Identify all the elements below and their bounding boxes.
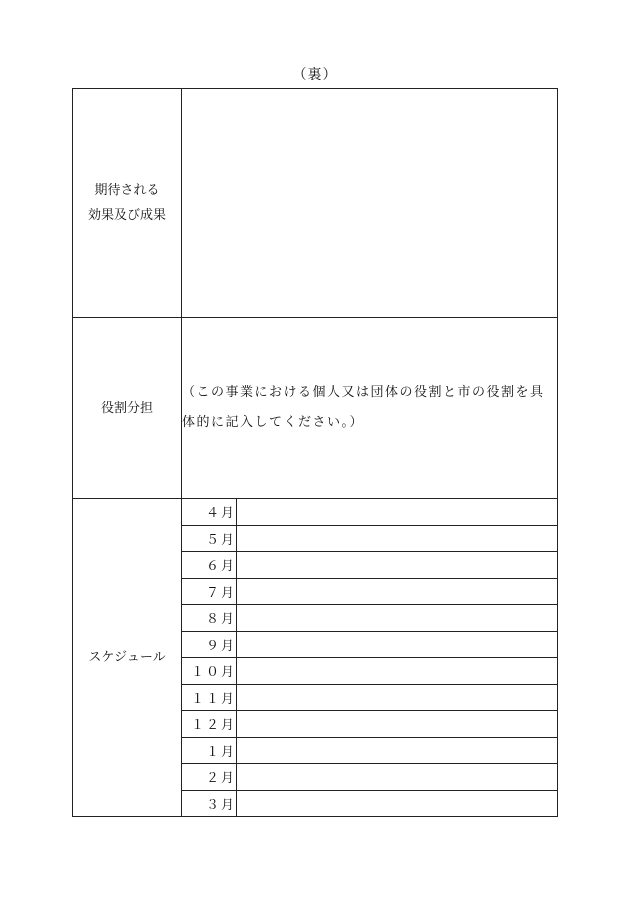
- schedule-month-label: １１月: [182, 684, 237, 711]
- schedule-entry-cell[interactable]: [237, 684, 558, 711]
- schedule-month-label: ４月: [182, 499, 237, 526]
- roles-label: 役割分担: [73, 318, 182, 499]
- effects-input-area[interactable]: [182, 89, 558, 318]
- roles-row: [73, 318, 558, 499]
- schedule-entry-cell[interactable]: [237, 658, 558, 685]
- schedule-month-label: ６月: [182, 552, 237, 579]
- schedule-entry-cell[interactable]: [237, 605, 558, 632]
- schedule-entry-cell[interactable]: [237, 499, 558, 526]
- schedule-entry-cell[interactable]: [237, 790, 558, 817]
- schedule-entry-cell[interactable]: [237, 764, 558, 791]
- schedule-month-label: １０月: [182, 658, 237, 685]
- schedule-month-label: ７月: [182, 578, 237, 605]
- effects-label-line2: 効果及び成果: [87, 208, 166, 223]
- schedule-month-label: ８月: [182, 605, 237, 632]
- schedule-label: スケジュール: [73, 499, 182, 817]
- schedule-row: [73, 499, 558, 526]
- application-form-table: [72, 88, 558, 817]
- effects-label-line1: 期待される: [94, 183, 160, 198]
- schedule-month-label: ５月: [182, 525, 237, 552]
- roles-instruction: （この事業における個人又は団体の役割と市の役割を具体的に記入してください。）: [182, 385, 545, 430]
- schedule-entry-cell[interactable]: [237, 552, 558, 579]
- schedule-entry-cell[interactable]: [237, 631, 558, 658]
- schedule-entry-cell[interactable]: [237, 578, 558, 605]
- schedule-entry-cell[interactable]: [237, 737, 558, 764]
- schedule-month-label: １月: [182, 737, 237, 764]
- schedule-entry-cell[interactable]: [237, 711, 558, 738]
- schedule-month-label: ３月: [182, 790, 237, 817]
- effects-label: [73, 89, 182, 318]
- schedule-month-label: ２月: [182, 764, 237, 791]
- page-title: （裏）: [292, 67, 338, 83]
- effects-row: [73, 89, 558, 318]
- schedule-entry-cell[interactable]: [237, 525, 558, 552]
- roles-input-area[interactable]: [182, 318, 558, 499]
- schedule-month-label: ９月: [182, 631, 237, 658]
- schedule-month-label: １２月: [182, 711, 237, 738]
